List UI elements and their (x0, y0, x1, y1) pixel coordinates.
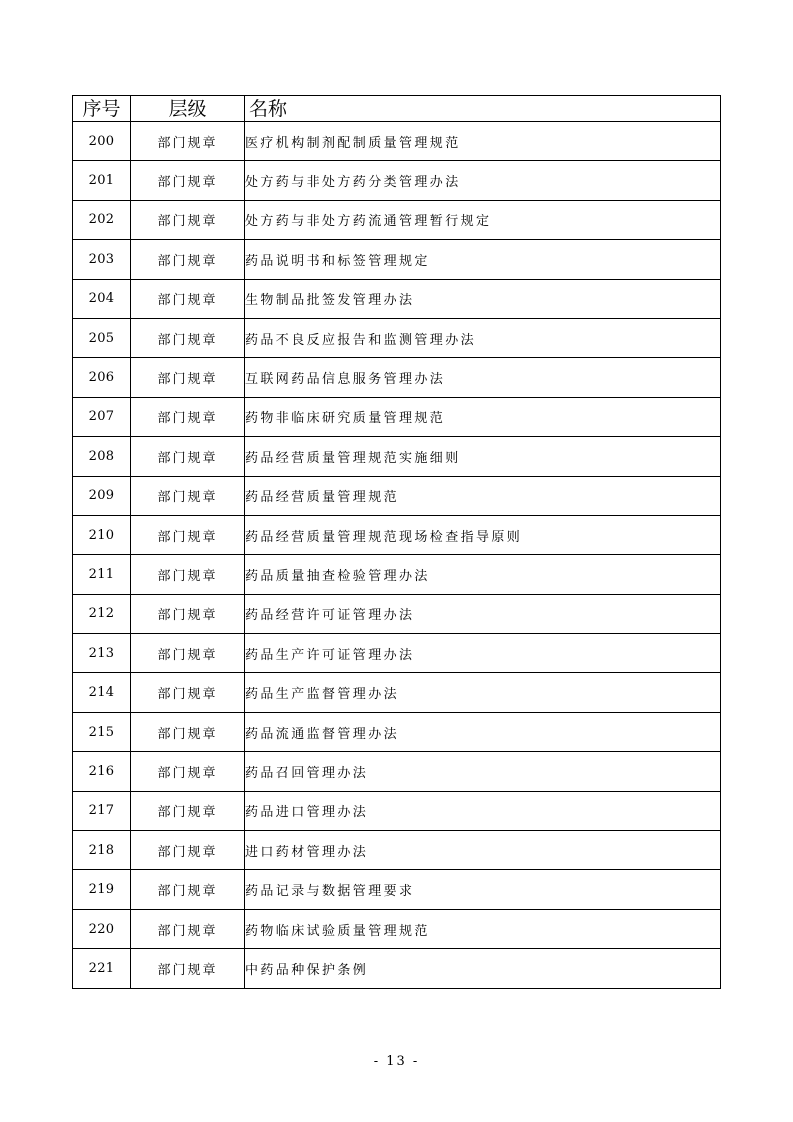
row-level: 部门规章 (131, 594, 245, 633)
row-level: 部门规章 (131, 122, 245, 161)
table-row (73, 870, 721, 909)
row-name: 药品经营质量管理规范 (245, 476, 721, 515)
row-name: 互联网药品信息服务管理办法 (245, 358, 721, 397)
row-name: 药品不良反应报告和监测管理办法 (245, 318, 721, 357)
header-row (73, 96, 721, 122)
row-number: 218 (73, 831, 131, 870)
row-number: 202 (73, 200, 131, 239)
row-name: 药品经营质量管理规范现场检查指导原则 (245, 515, 721, 554)
row-number: 210 (73, 515, 131, 554)
row-name: 药品生产许可证管理办法 (245, 634, 721, 673)
row-level: 部门规章 (131, 752, 245, 791)
header-name: 名称 (245, 96, 721, 122)
table-body (73, 122, 721, 989)
table-row (73, 752, 721, 791)
row-name: 生物制品批签发管理办法 (245, 279, 721, 318)
table-row (73, 318, 721, 357)
row-level: 部门规章 (131, 870, 245, 909)
row-name: 进口药材管理办法 (245, 831, 721, 870)
table-row (73, 279, 721, 318)
row-level: 部门规章 (131, 909, 245, 948)
table-row (73, 161, 721, 200)
row-name: 中药品种保护条例 (245, 949, 721, 988)
table-row (73, 122, 721, 161)
row-number: 203 (73, 240, 131, 279)
row-level: 部门规章 (131, 634, 245, 673)
row-level: 部门规章 (131, 949, 245, 988)
table-row (73, 515, 721, 554)
row-number: 214 (73, 673, 131, 712)
table-row (73, 673, 721, 712)
table-header (73, 96, 721, 122)
row-name: 药物临床试验质量管理规范 (245, 909, 721, 948)
table-row (73, 476, 721, 515)
row-number: 209 (73, 476, 131, 515)
row-name: 药物非临床研究质量管理规范 (245, 397, 721, 436)
row-level: 部门规章 (131, 831, 245, 870)
row-level: 部门规章 (131, 476, 245, 515)
table-row (73, 200, 721, 239)
row-number: 201 (73, 161, 131, 200)
header-number: 序号 (73, 96, 131, 122)
table-row (73, 437, 721, 476)
table-row (73, 949, 721, 988)
row-name: 药品进口管理办法 (245, 791, 721, 830)
table-row (73, 594, 721, 633)
table-row (73, 634, 721, 673)
table-row (73, 712, 721, 751)
row-name: 药品质量抽查检验管理办法 (245, 555, 721, 594)
row-name: 医疗机构制剂配制质量管理规范 (245, 122, 721, 161)
row-number: 204 (73, 279, 131, 318)
table-row (73, 240, 721, 279)
row-level: 部门规章 (131, 712, 245, 751)
row-number: 208 (73, 437, 131, 476)
row-name: 药品说明书和标签管理规定 (245, 240, 721, 279)
row-level: 部门规章 (131, 673, 245, 712)
row-number: 212 (73, 594, 131, 633)
row-name: 药品经营质量管理规范实施细则 (245, 437, 721, 476)
row-level: 部门规章 (131, 437, 245, 476)
row-level: 部门规章 (131, 240, 245, 279)
row-name: 药品生产监督管理办法 (245, 673, 721, 712)
row-level: 部门规章 (131, 358, 245, 397)
row-number: 205 (73, 318, 131, 357)
header-level: 层级 (131, 96, 245, 122)
row-name: 药品经营许可证管理办法 (245, 594, 721, 633)
row-number: 211 (73, 555, 131, 594)
row-number: 219 (73, 870, 131, 909)
table-row (73, 397, 721, 436)
row-level: 部门规章 (131, 161, 245, 200)
table-row (73, 555, 721, 594)
row-name: 药品召回管理办法 (245, 752, 721, 791)
row-number: 220 (73, 909, 131, 948)
row-level: 部门规章 (131, 791, 245, 830)
row-name: 药品流通监督管理办法 (245, 712, 721, 751)
row-level: 部门规章 (131, 200, 245, 239)
row-number: 217 (73, 791, 131, 830)
row-number: 221 (73, 949, 131, 988)
table-row (73, 358, 721, 397)
row-number: 213 (73, 634, 131, 673)
row-level: 部门规章 (131, 555, 245, 594)
row-number: 200 (73, 122, 131, 161)
row-number: 215 (73, 712, 131, 751)
table-row (73, 909, 721, 948)
row-name: 处方药与非处方药流通管理暂行规定 (245, 200, 721, 239)
row-name: 处方药与非处方药分类管理办法 (245, 161, 721, 200)
table-row (73, 831, 721, 870)
row-level: 部门规章 (131, 515, 245, 554)
row-level: 部门规章 (131, 318, 245, 357)
regulations-table (72, 95, 721, 989)
row-number: 206 (73, 358, 131, 397)
row-number: 216 (73, 752, 131, 791)
table-row (73, 791, 721, 830)
row-number: 207 (73, 397, 131, 436)
row-name: 药品记录与数据管理要求 (245, 870, 721, 909)
row-level: 部门规章 (131, 397, 245, 436)
page-number: - 13 - (373, 1054, 420, 1069)
row-level: 部门规章 (131, 279, 245, 318)
